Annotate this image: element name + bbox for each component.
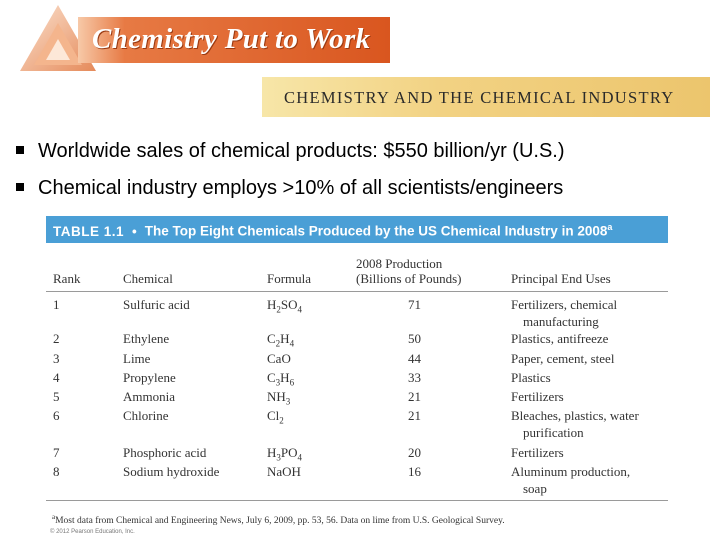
cell-chemical: Ammonia [123,389,175,404]
topic-title: CHEMISTRY AND THE CHEMICAL INDUSTRY [284,88,675,107]
cell-chemical: Ethylene [123,331,170,346]
cell-formula: $C_2H_4$ [267,331,295,349]
cell-uses: Fertilizers [511,445,564,460]
cell-rank: 3 [53,351,60,366]
footnote-text: Most data from Chemical and Engineering News, July 6, 2009, pp. 53, 56. Data on lime from U.S. Geological Survey. [55,516,505,527]
cell-production: 50 [408,331,421,346]
cell-uses: Paper, cement, steel [511,351,615,366]
cell-rank: 1 [53,297,60,312]
cell-rank: 8 [53,464,60,479]
cell-uses-continued: soap [523,481,547,496]
footnote-mark: a [52,513,56,521]
table-title-separator: • [132,223,137,239]
bullet-item-sales [16,140,565,163]
column-header-uses: Principal End Uses [511,271,611,286]
cell-rank: 7 [53,445,60,460]
square-bullet-icon [16,183,24,191]
cell-production: 44 [408,351,421,366]
square-bullet-icon [16,146,24,154]
cell-uses: Plastics, antifreeze [511,331,609,346]
cell-formula: $NH_3$ [267,389,291,407]
bullet-text: Worldwide sales of chemical products: $550 billion/yr (U.S.) [38,140,565,162]
table-bottom-rule [46,500,668,501]
cell-formula: CaO [267,351,291,366]
cell-chemical: Lime [123,351,151,366]
table-header-rule [46,291,668,292]
cell-formula: NaOH [267,464,301,479]
cell-formula: $H_2SO_4$ [267,297,303,315]
table-title-footnote-mark: a [607,222,613,232]
cell-uses-continued: purification [523,425,584,440]
cell-uses: Aluminum production, [511,464,631,479]
cell-formula: $C_3H_6$ [267,370,295,388]
bullet-item-employment [16,177,563,200]
table-label: TABLE 1.1 [53,223,125,239]
table-title-text: The Top Eight Chemicals Produced by the US Chemical Industry in 2008 [144,223,608,239]
cell-formula: $Cl_2$ [267,408,284,426]
cell-uses: Plastics [511,370,551,385]
cell-chemical: Propylene [123,370,176,385]
column-header-formula: Formula [267,271,312,286]
cell-uses: Bleaches, plastics, water [511,408,639,423]
cell-production: 33 [408,370,421,385]
bullet-text: Chemical industry employs >10% of all scientists/engineers [38,177,564,199]
logo-text: Chemistry Put to Work [92,23,371,55]
cell-chemical: Sulfuric acid [123,297,190,312]
cell-uses-continued: manufacturing [523,314,599,329]
cell-rank: 4 [53,370,60,385]
cell-chemical: Chlorine [123,408,169,423]
column-header-production-units: (Billions of Pounds) [356,271,462,286]
cell-uses: Fertilizers [511,389,564,404]
table-footnote [52,513,505,526]
cell-production: 21 [408,408,421,423]
cell-rank: 6 [53,408,60,423]
cell-production: 71 [408,297,421,312]
cell-chemical: Sodium hydroxide [123,464,220,479]
copyright-notice: © 2012 Pearson Education, Inc. [50,529,135,535]
table-title [53,222,612,239]
cell-production: 21 [408,389,421,404]
cell-production: 16 [408,464,421,479]
column-header-production: 2008 Production [356,256,443,271]
column-header-chemical: Chemical [123,271,173,286]
cell-formula: $H_3PO_4$ [267,445,303,463]
cell-chemical: Phosphoric acid [123,445,207,460]
cell-rank: 2 [53,331,60,346]
column-header-rank: Rank [53,271,81,286]
cell-rank: 5 [53,389,60,404]
cell-uses: Fertilizers, chemical [511,297,618,312]
cell-production: 20 [408,445,421,460]
